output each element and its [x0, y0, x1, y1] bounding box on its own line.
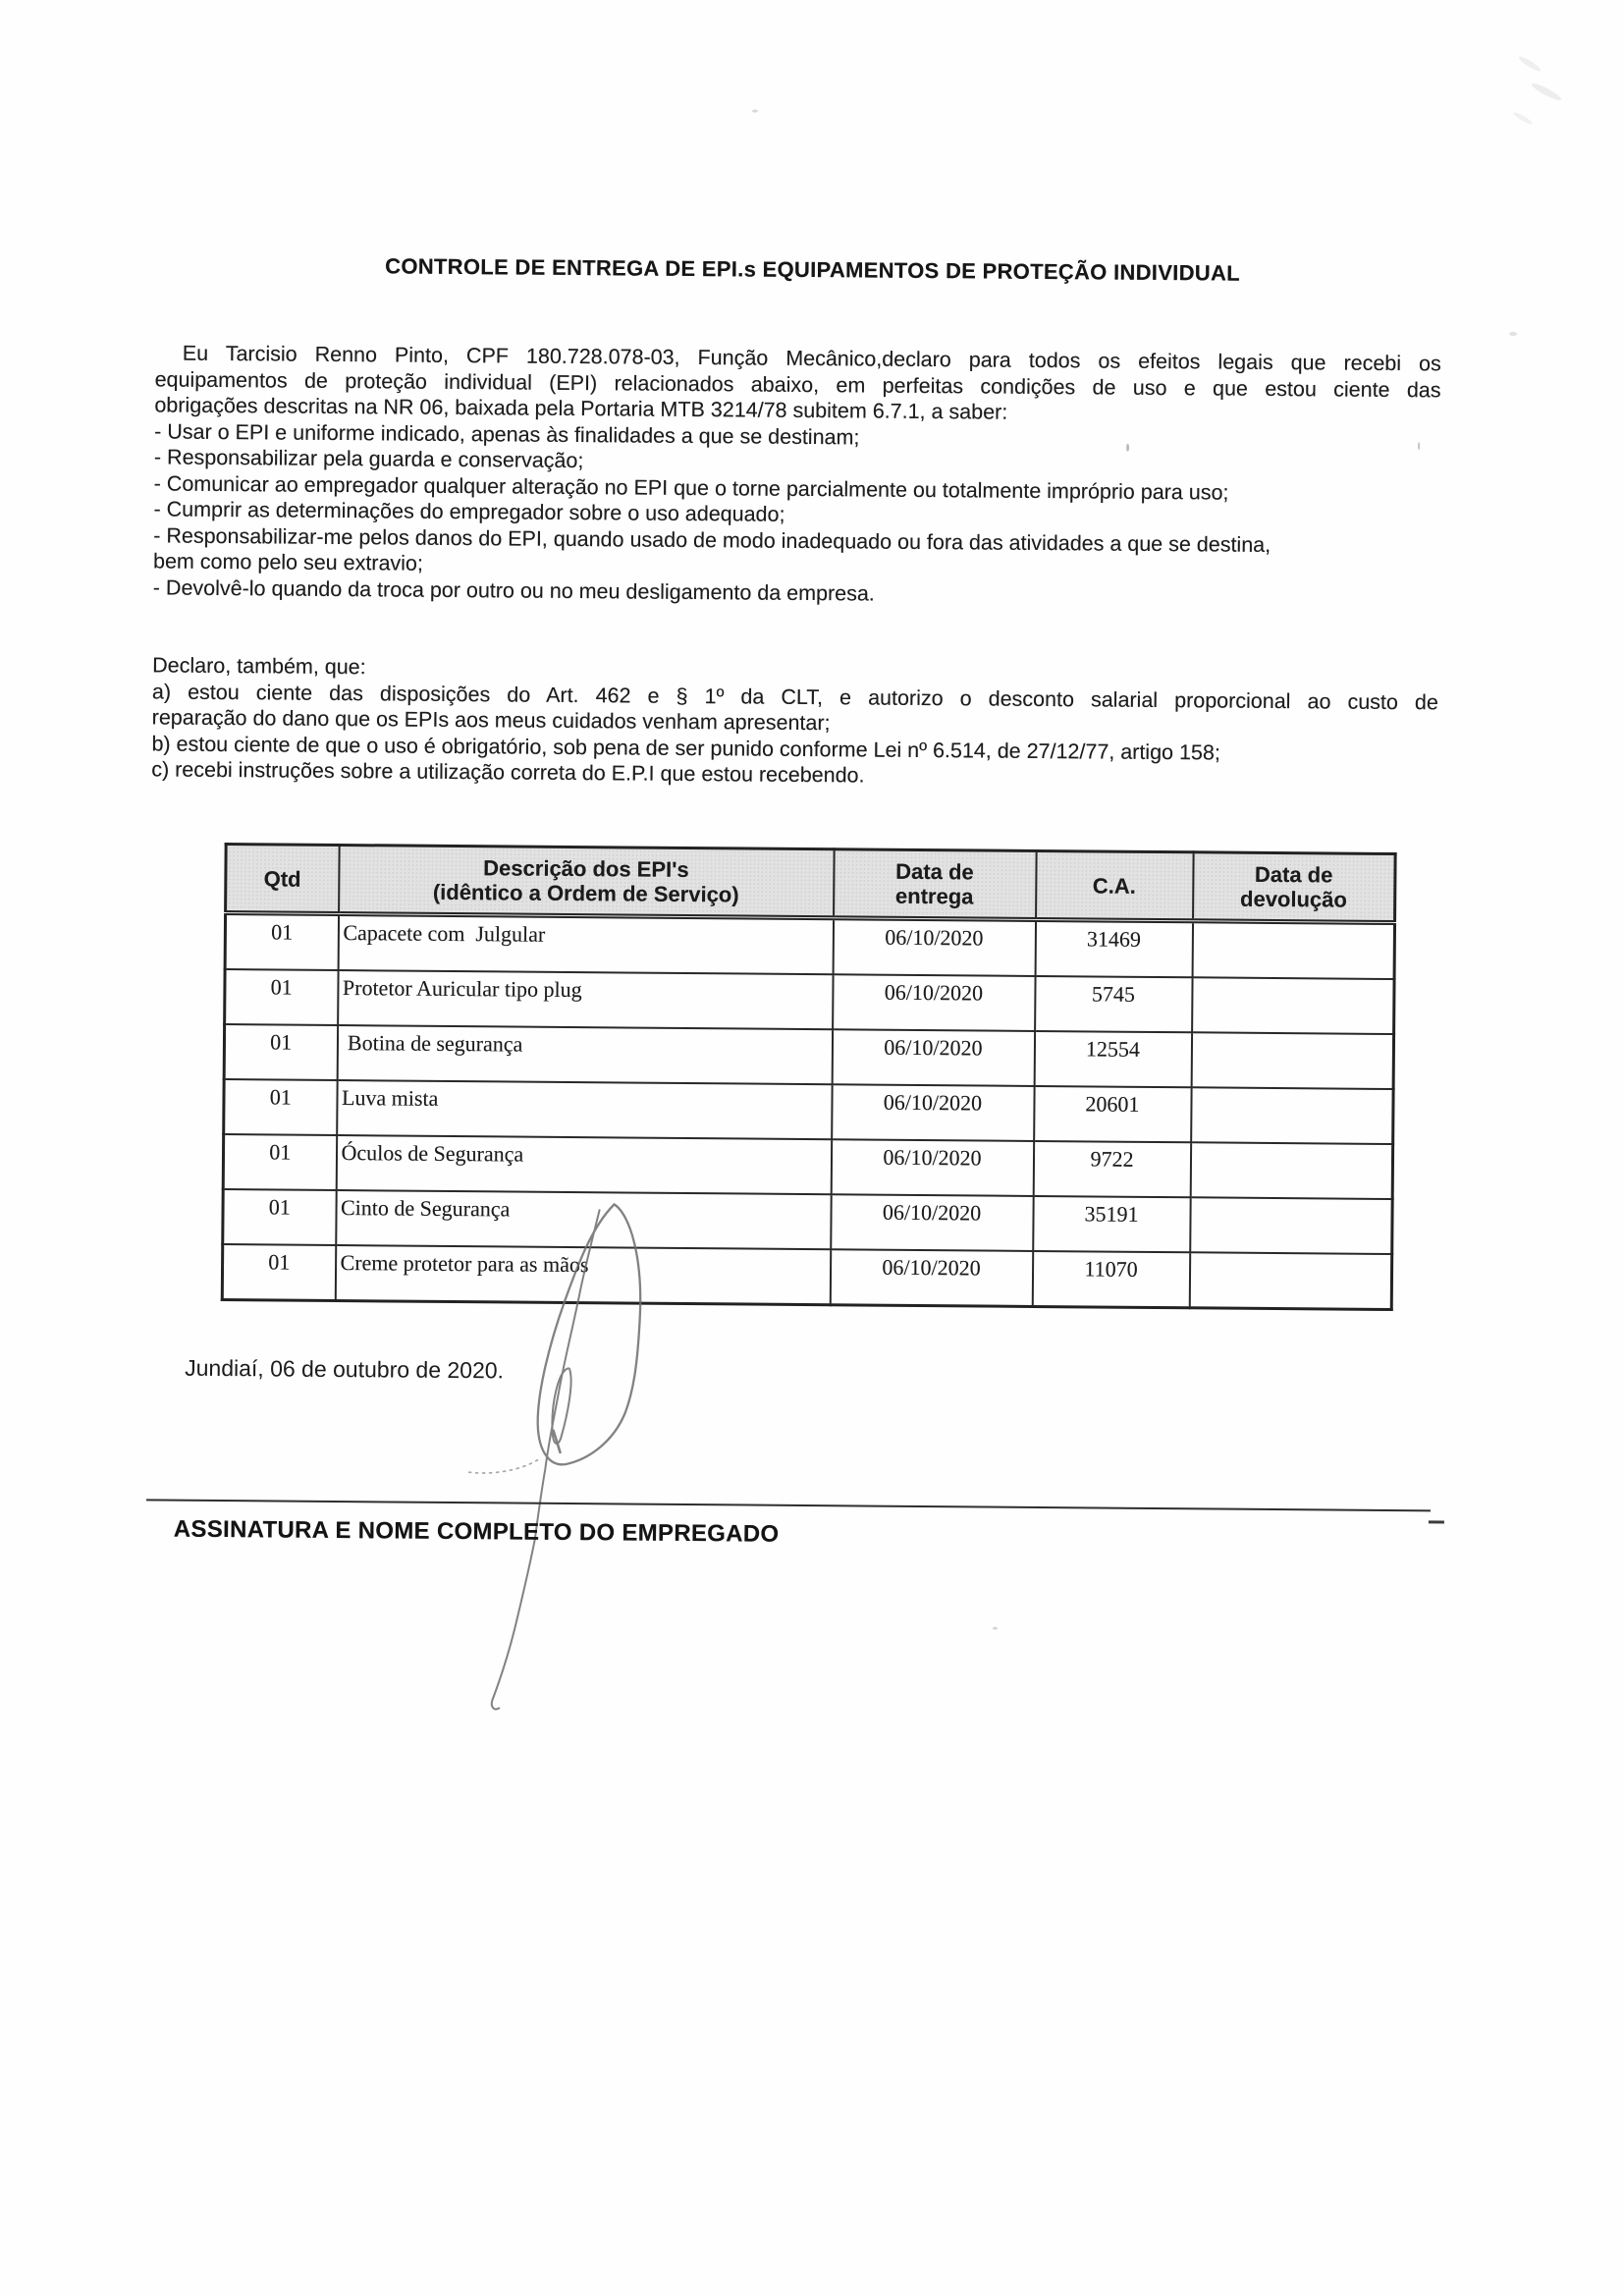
cell-ca: 9722 — [1033, 1141, 1190, 1197]
page-title: CONTROLE DE ENTREGA DE EPI.s EQUIPAMENTOS DE PROTEÇÃO INDIVIDUAL — [385, 253, 1241, 286]
cell-ca: 31469 — [1035, 919, 1192, 977]
signature-line — [146, 1499, 1431, 1511]
cell-qtd: 01 — [224, 1079, 337, 1135]
signature-line-end-mark — [1429, 1520, 1444, 1523]
handwritten-signature — [417, 1107, 717, 1747]
col-header-devolucao-line2: devolução — [1239, 886, 1347, 912]
signature-tail-stroke — [468, 1459, 537, 1473]
cell-qtd: 01 — [223, 1134, 336, 1190]
table-row — [224, 1024, 1393, 1089]
col-header-entrega-line2: entrega — [894, 883, 974, 909]
text-line: Declaro, também, que: — [152, 653, 366, 680]
cell-data-entrega: 06/10/2020 — [833, 974, 1035, 1031]
cell-data-entrega: 06/10/2020 — [832, 1084, 1034, 1141]
cell-data-devolucao — [1190, 1142, 1392, 1199]
cell-qtd: 01 — [224, 1024, 337, 1080]
cell-descricao: Protetor Auricular tipo plug — [338, 970, 833, 1029]
cell-data-entrega: 06/10/2020 — [833, 918, 1035, 976]
signature-descender-stroke — [492, 1209, 600, 1710]
cell-data-devolucao — [1191, 1032, 1393, 1089]
cell-qtd: 01 — [225, 913, 338, 970]
table-row — [222, 1244, 1391, 1309]
table-row — [225, 969, 1394, 1034]
col-header-descricao-line1: Descrição dos EPI's — [483, 855, 689, 882]
text-line: c) recebi instruções sobre a utilização correta do E.P.I que estou recebendo. — [151, 757, 865, 788]
cell-descricao: Óculos de Segurança — [336, 1135, 831, 1194]
text-line: - Comunicar ao empregador qualquer alteração no EPI que o torne parcialmente ou totalmente impróprio para uso; — [153, 470, 1229, 505]
text-line: - Usar o EPI e uniforme indicado, apenas às finalidades a que se destinam; — [154, 418, 860, 449]
table-row — [223, 1189, 1392, 1254]
cell-data-entrega: 06/10/2020 — [832, 1029, 1034, 1086]
cell-ca: 12554 — [1034, 1031, 1191, 1087]
cell-qtd: 01 — [222, 1244, 335, 1300]
cell-data-devolucao — [1192, 921, 1394, 979]
intro-paragraph — [153, 340, 1441, 611]
cell-data-entrega: 06/10/2020 — [831, 1139, 1033, 1196]
cell-ca: 35191 — [1033, 1196, 1190, 1252]
table-header-row — [226, 845, 1396, 923]
text-line: Eu Tarcisio Renno Pinto, CPF 180.728.078-03, Função Mecânico,declaro para todos os efeitos legais que recebi os — [182, 341, 1441, 376]
col-header-descricao — [339, 846, 835, 918]
epi-table — [221, 843, 1397, 1311]
table-row — [225, 913, 1394, 979]
cell-descricao: Cinto de Segurança — [336, 1190, 831, 1249]
table-row — [224, 1079, 1393, 1144]
col-header-ca: C.A. — [1036, 850, 1194, 920]
scan-speck — [993, 1627, 998, 1630]
col-header-devolucao-line1: Data de — [1254, 861, 1333, 888]
col-header-descricao-line2: (idêntico a Ordem de Serviço) — [432, 879, 739, 907]
signature-caption: ASSINATURA E NOME COMPLETO DO EMPREGADO — [173, 1515, 780, 1548]
text-line: - Cumprir as determinações do empregador sobre o uso adequado; — [153, 497, 785, 526]
cell-ca: 5745 — [1035, 976, 1192, 1032]
cell-data-devolucao — [1190, 1197, 1392, 1254]
scan-speck — [752, 110, 758, 113]
cell-descricao: Botina de segurança — [337, 1025, 832, 1084]
col-header-data-devolucao — [1193, 852, 1396, 923]
text-line: bem como pelo seu extravio; — [152, 549, 424, 575]
text-line: b) estou ciente de que o uso é obrigatório, sob pena de ser punido conforme Lei nº 6.514, de 27/12/77, artigo 158; — [151, 731, 1220, 765]
cell-descricao: Luva mista — [337, 1080, 832, 1139]
cell-data-entrega: 06/10/2020 — [830, 1249, 1032, 1306]
cell-data-devolucao — [1191, 1087, 1393, 1144]
col-header-data-entrega — [834, 849, 1037, 920]
text-line: a) estou ciente das disposições do Art. 462 e § 1º da CLT, e autorizo o desconto salarial proporcional ao custo de — [151, 679, 1439, 714]
cell-ca: 20601 — [1034, 1086, 1191, 1142]
text-line: equipamentos de proteção individual (EPI) relacionados abaixo, em perfeitas condições de uso e que estou ciente das — [154, 366, 1441, 402]
declaration-paragraph — [151, 652, 1438, 793]
cell-ca: 11070 — [1032, 1251, 1189, 1308]
text-line: - Responsabilizar-me pelos danos do EPI, quando usado de modo inadequado ou fora das atividades a que se destina, — [153, 522, 1271, 557]
text-line: reparação do dano que os EPIs aos meus cuidados venham apresentar; — [151, 705, 831, 736]
cell-qtd: 01 — [225, 969, 338, 1025]
city-date-line: Jundiaí, 06 de outubro de 2020. — [185, 1354, 505, 1384]
cell-descricao: Capacete com Julgular — [338, 914, 833, 975]
cell-data-devolucao — [1192, 977, 1394, 1034]
cell-data-entrega: 06/10/2020 — [831, 1194, 1033, 1251]
cell-data-devolucao — [1189, 1252, 1391, 1309]
text-line: - Devolvê-lo quando da troca por outro ou no meu desligamento da empresa. — [152, 574, 875, 606]
scan-speck — [1509, 332, 1517, 336]
cell-qtd: 01 — [223, 1189, 336, 1245]
col-header-entrega-line1: Data de — [895, 858, 974, 885]
text-line: obrigações descritas na NR 06, baixada pela Portaria MTB 3214/78 subitem 6.7.1, a saber: — [154, 393, 1008, 424]
col-header-qtd: Qtd — [226, 845, 340, 914]
cell-descricao: Creme protetor para as mãos — [335, 1245, 830, 1305]
table-row — [223, 1134, 1392, 1199]
text-line: - Responsabilizar pela guarda e conservação; — [153, 445, 584, 473]
